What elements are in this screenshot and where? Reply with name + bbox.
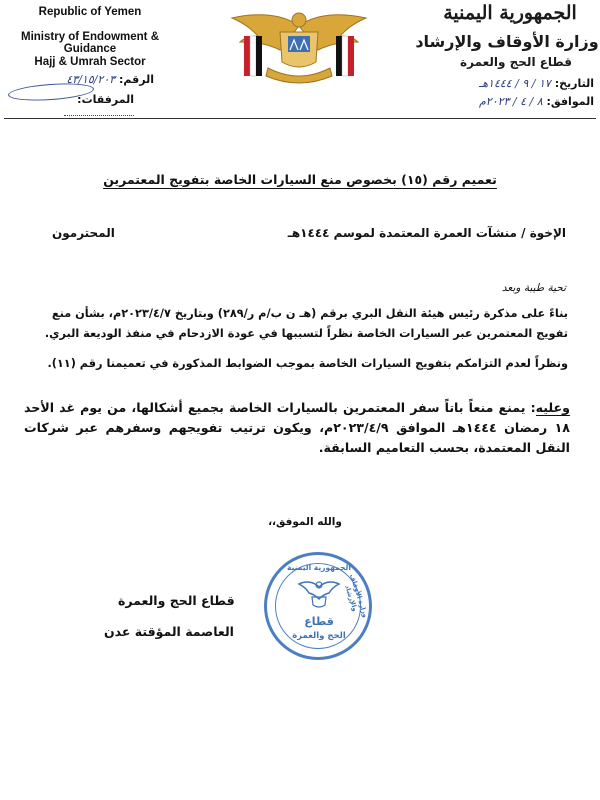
gregorian-label: الموافق: xyxy=(546,95,594,108)
signature-city: العاصمة المؤقتة عدن xyxy=(104,624,234,639)
gregorian-date-row xyxy=(422,95,594,108)
paragraph-noncompliance: ونظراً لعدم التزامكم بتفويج السيارات الخاصة بموجب الضوابط المذكورة في تعميمنا رقم (١١). xyxy=(47,357,568,370)
header-republic-en: Republic of Yemen xyxy=(38,6,142,18)
honorific: المحترمون xyxy=(52,226,115,240)
attachments-row xyxy=(6,93,134,119)
stamp-side-text: وزارة الأوقاف والإرشاد xyxy=(343,573,370,619)
gregorian-value: ٨ / ٤ / ٢٠٢٣م xyxy=(478,95,543,108)
header-divider xyxy=(4,118,596,119)
paragraph-reference: بناءً على مذكرة رئيس هيئة النقل البري برقم (هـ ن ب/م ر/٢٨٩) وبتاريخ ٢٠٢٣/٤/٧م، بشأن منع تفويج المعتمرين عبر السيارات الخاصة نظراً لتسببها في عودة الازدحام في منفذ الوديعة البري. xyxy=(44,307,568,340)
closing: والله الموفق،، xyxy=(268,516,342,528)
header-sector-en: Hajj & Umrah Sector xyxy=(34,56,146,68)
greeting: تحية طيبة وبعد xyxy=(501,282,566,294)
circular-title-text: تعميم رقم (١٥) بخصوص منع السيارات الخاصة بتفويج المعتمرين xyxy=(103,172,497,187)
header-ministry-en: Ministry of Endowment & Guidance xyxy=(21,31,159,55)
addressee: الإخوة / منشآت العمرة المعتمدة لموسم ١٤٤٤هـ xyxy=(287,226,566,240)
date-value: ١٧ / ٩ / ١٤٤٤هـ xyxy=(479,77,551,90)
official-stamp xyxy=(264,552,372,660)
eagle-icon xyxy=(228,6,370,88)
signature-sector: قطاع الحج والعمرة xyxy=(118,593,235,608)
stamp-sector-name: الحج والعمرة xyxy=(292,631,346,641)
attachments-blank xyxy=(64,115,134,116)
stamp-sector-word: قطاع xyxy=(304,615,334,628)
reference-value: ٤٣/١٥/٢٠٣ xyxy=(66,73,116,86)
header-sector-ar: قطاع الحج والعمرة xyxy=(460,55,572,69)
stamp-top-text: الجمهورية اليمنية xyxy=(287,563,351,572)
yemen-eagle-emblem xyxy=(228,6,370,88)
header-republic-ar: الجمهورية اليمنية xyxy=(443,2,577,24)
decision-lead: وعليه xyxy=(535,400,570,415)
stamp-eagle-icon xyxy=(297,579,341,609)
attachments-label: المرفقات: xyxy=(77,93,134,106)
date-label: التاريخ: xyxy=(554,77,594,90)
circular-title xyxy=(40,172,560,187)
hijri-date-row xyxy=(422,77,594,90)
decision-text: : يمنع منعاً باتاً سفر المعتمرين بالسيارات الخاصة بجميع أشكالها، من يوم غد الأحد ١٨ رمضان ١٤٤٤هـ الموافق ٢٠٢٣/٤/٩م، ويكون ترتيب تفويجهم وسفرهم عبر شركات النقل المعتمدة، بحسب التعاميم السابقة. xyxy=(24,400,570,455)
header-ministry-ar: وزارة الأوقاف والإرشاد xyxy=(415,32,599,51)
paragraph-decision xyxy=(24,398,570,458)
reference-label: الرقم: xyxy=(119,73,154,86)
